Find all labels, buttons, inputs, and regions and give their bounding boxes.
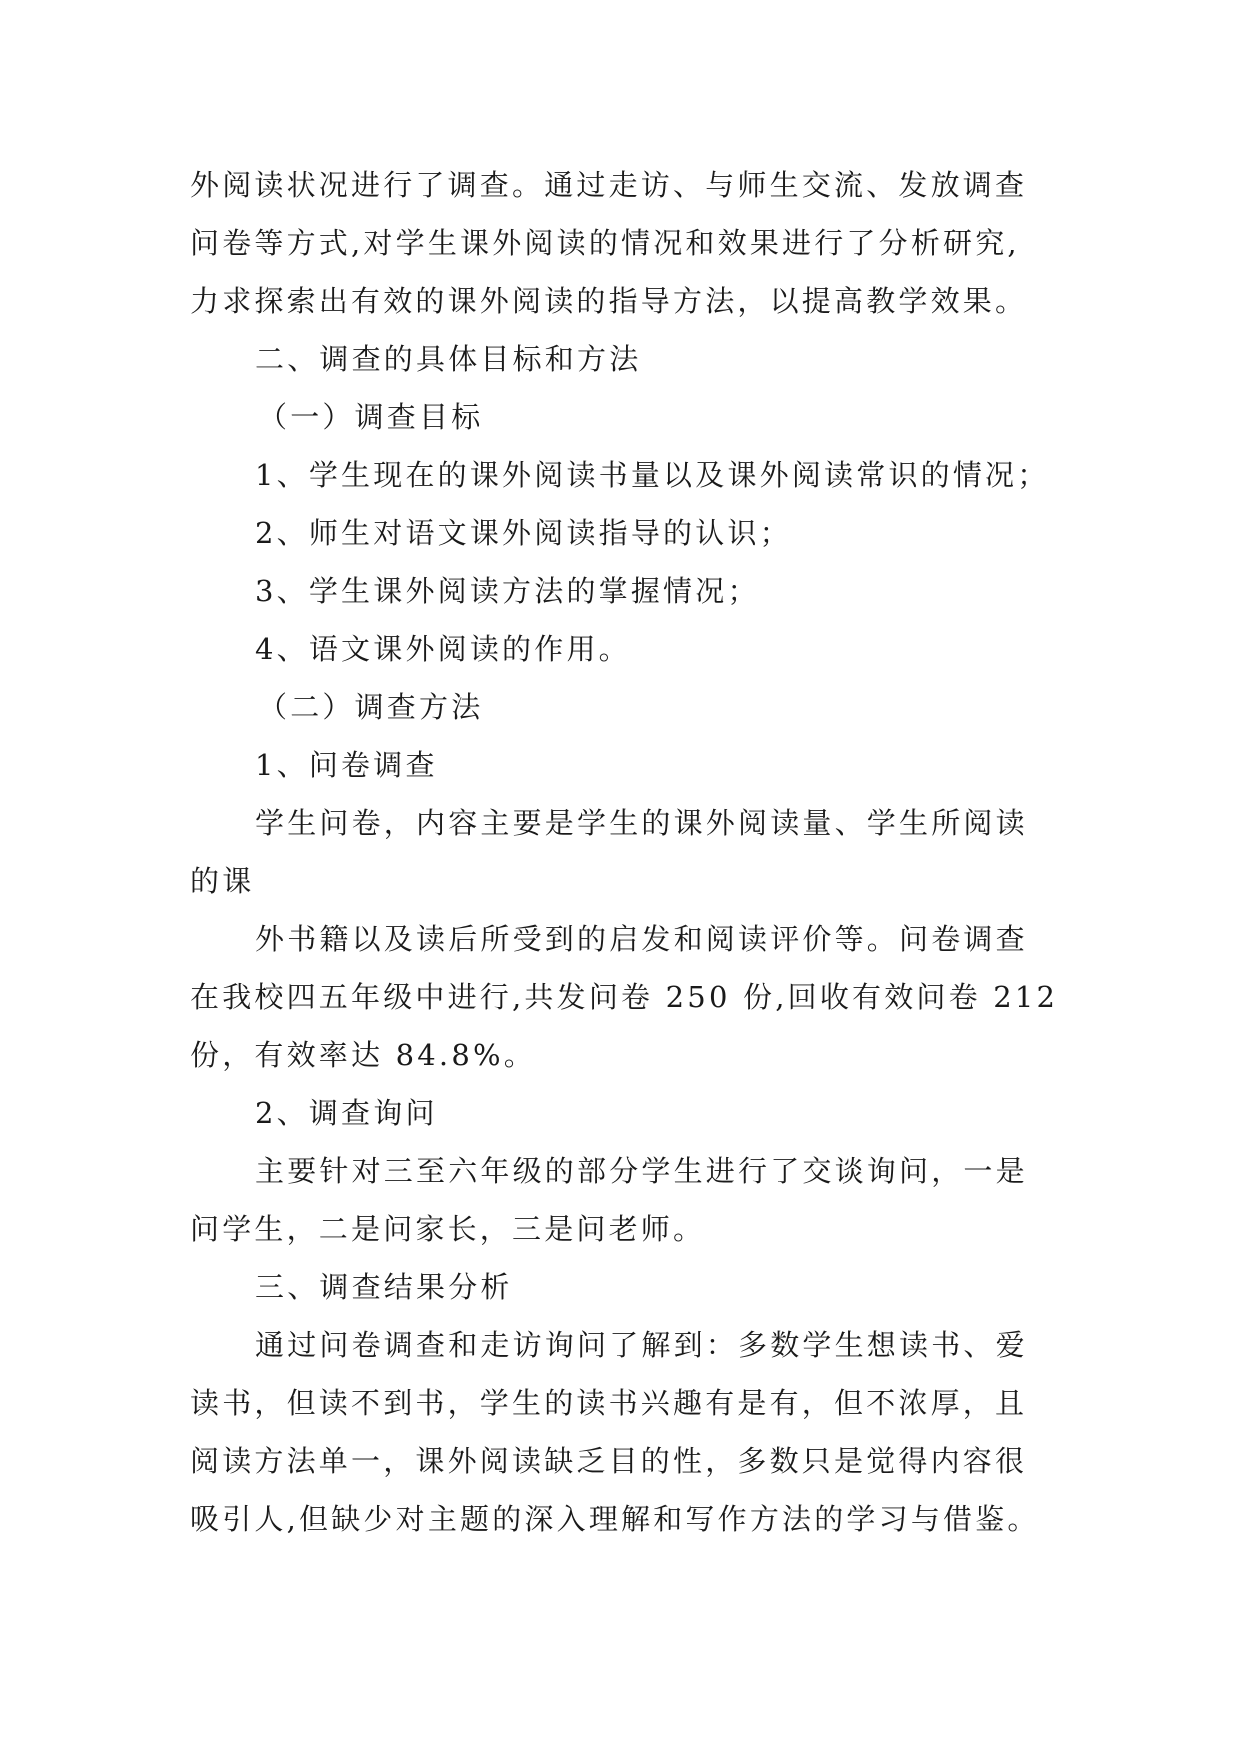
body-text-line: 主要针对三至六年级的部分学生进行了交谈询问，一是	[255, 1154, 1028, 1188]
section-heading: 三、调查结果分析	[255, 1270, 513, 1304]
list-item: 1、学生现在的课外阅读书量以及课外阅读常识的情况；	[255, 458, 1050, 492]
method-heading: 1、问卷调查	[255, 748, 438, 782]
body-text-line: 通过问卷调查和走访询问了解到：多数学生想读书、爱	[255, 1328, 1028, 1362]
list-item: 2、师生对语文课外阅读指导的认识；	[255, 516, 792, 550]
subsection-heading: （二）调查方法	[258, 690, 484, 724]
body-text-line: 力求探索出有效的课外阅读的指导方法，以提高教学效果。	[190, 284, 1028, 318]
section-heading: 二、调查的具体目标和方法	[255, 342, 642, 376]
subsection-heading: （一）调查目标	[258, 400, 484, 434]
list-item: 4、语文课外阅读的作用。	[255, 632, 631, 666]
body-text-line: 学生问卷，内容主要是学生的课外阅读量、学生所阅读	[255, 806, 1028, 840]
body-text-line: 问卷等方式,对学生课外阅读的情况和效果进行了分析研究,	[190, 226, 1020, 260]
body-text-line: 读书，但读不到书，学生的读书兴趣有是有，但不浓厚，且	[190, 1386, 1028, 1420]
body-text-line: 份，有效率达 84.8%。	[190, 1038, 536, 1072]
body-text-line: 阅读方法单一，课外阅读缺乏目的性，多数只是觉得内容很	[190, 1444, 1028, 1478]
body-text-line: 在我校四五年级中进行,共发问卷 250 份,回收有效问卷 212	[190, 980, 1059, 1014]
method-heading: 2、调查询问	[255, 1096, 438, 1130]
body-text-line: 外阅读状况进行了调查。通过走访、与师生交流、发放调查	[190, 168, 1028, 202]
body-text-line: 吸引人,但缺少对主题的深入理解和写作方法的学习与借鉴。	[190, 1502, 1040, 1536]
body-text-line: 问学生，二是问家长，三是问老师。	[190, 1212, 706, 1246]
body-text-line: 外书籍以及读后所受到的启发和阅读评价等。问卷调查	[255, 922, 1028, 956]
list-item: 3、学生课外阅读方法的掌握情况；	[255, 574, 760, 608]
body-text-line: 的课	[190, 864, 255, 898]
